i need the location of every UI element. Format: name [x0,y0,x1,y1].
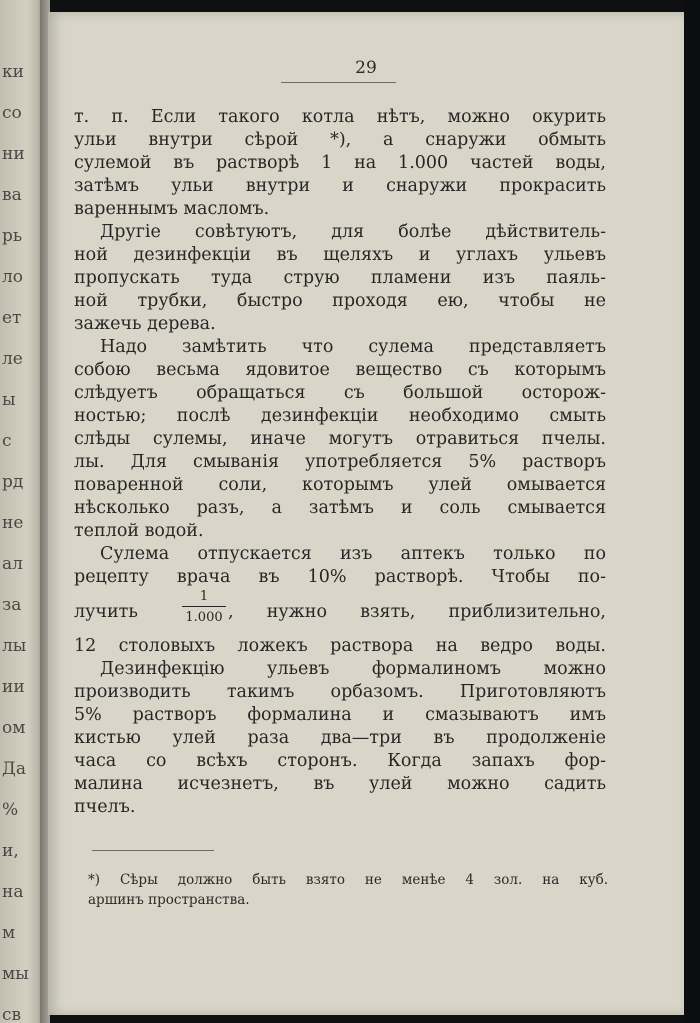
text-line: ной трубки, быстро проходя ею, чтобы не [74,291,606,311]
fraction-line-before: лучить [74,602,138,622]
footnote-rule [92,850,214,851]
left-page-fragment: мы [2,964,29,984]
footnote [88,870,608,910]
text-line: Дезинфекцію ульевъ формалиномъ можно [100,659,606,679]
text-line: теплой водой. [74,521,204,541]
left-page-fragment: и, [2,841,19,861]
left-page-fragment: на [2,882,24,902]
left-page-fragment: ки [2,62,24,82]
text-line: затѣмъ ульи внутри и снаружи прокрасить [74,176,606,196]
text-line: Другіе совѣтуютъ, для болѣе дѣйствитель- [100,222,606,242]
text-line: ульи внутри сѣрой *), а снаружи обмыть [74,130,606,150]
text-line: Надо замѣтить что сулема представляетъ [100,337,606,357]
left-page-fragment: рь [2,226,23,246]
left-page-fragment: ии [2,677,25,697]
left-page-fragment: м [2,923,16,943]
left-page-fragment: не [2,513,24,533]
text-line: рецепту врача въ 10% растворѣ. Чтобы по- [74,567,606,587]
text-line: Сулема отпускается изъ аптекъ только по [100,544,606,564]
book-page [48,12,684,1015]
text-line: собою весьма ядовитое вещество съ которымъ [74,360,606,380]
left-page-edge [0,0,44,1023]
footnote-line: *) Сѣры должно быть взято не менѣе 4 зол. на куб. [88,872,608,888]
left-page-fragment: ни [2,144,25,164]
fraction-line [74,589,606,635]
left-page-fragment: % [2,800,19,820]
left-page-fragment: ет [2,308,22,328]
text-line: малина исчезнетъ, въ улей можно садить [74,774,606,794]
text-line: слѣды сулемы, иначе могутъ отравиться пчелы. [74,429,606,449]
text-line: пропускать туда струю пламени изъ паяль- [74,268,606,288]
left-page-fragment: ы [2,390,16,410]
text-line: вареннымъ масломъ. [74,199,270,219]
text-line: нѣсколько разъ, а затѣмъ и соль смывается [74,498,606,518]
left-page-fragment: лы [2,636,27,656]
footnote-line: аршинъ пространства. [88,892,250,908]
left-page-fragment: рд [2,472,24,492]
text-line: лы. Для смыванія употребляется 5% растворъ [74,452,606,472]
page-number: 29 [355,58,377,78]
left-page-fragment: ом [2,718,26,738]
left-page-fragment: ал [2,554,23,574]
text-line: 12 столовыхъ ложекъ раствора на ведро воды. [74,636,606,656]
text-line: зажечь дерева. [74,314,216,334]
text-line: т. п. Если такого котла нѣтъ, можно окурить [74,107,606,127]
page-body [74,106,606,819]
text-line: часа со всѣхъ сторонъ. Когда запахъ фор- [74,751,606,771]
left-page-fragment: ле [2,349,23,369]
left-page-fragment: св [2,1005,22,1023]
text-line: поваренной соли, которымъ улей омывается [74,475,606,495]
text-line: сулемой въ растворѣ 1 на 1.000 частей воды, [74,153,606,173]
left-page-fragment: Да [2,759,26,779]
left-page-fragment: со [2,103,22,123]
fraction-line-after: , нужно взять, приблизительно, [228,602,606,622]
left-page-fragment: ва [2,185,22,205]
left-page-fragment: с [2,431,12,451]
text-line: пчелъ. [74,797,136,817]
text-line: 5% растворъ формалина и смазываютъ имъ [74,705,606,725]
left-page-fragment: ло [2,267,24,287]
text-line: слѣдуетъ обращаться съ большой осторож- [74,383,606,403]
right-background-edge [684,0,700,1023]
text-line: ностью; послѣ дезинфекціи необходимо смыть [74,406,606,426]
fraction [182,589,226,625]
text-line: кистью улей раза два—три въ продолженіе [74,728,606,748]
text-line: ной дезинфекціи въ щеляхъ и углахъ ульевъ [74,245,606,265]
fraction-numerator: 1 [182,589,226,607]
text-line: производить такимъ орбазомъ. Приготовляютъ [74,682,606,702]
header-rule [281,82,396,83]
fraction-denominator: 1.000 [185,610,223,625]
left-page-fragment: за [2,595,22,615]
